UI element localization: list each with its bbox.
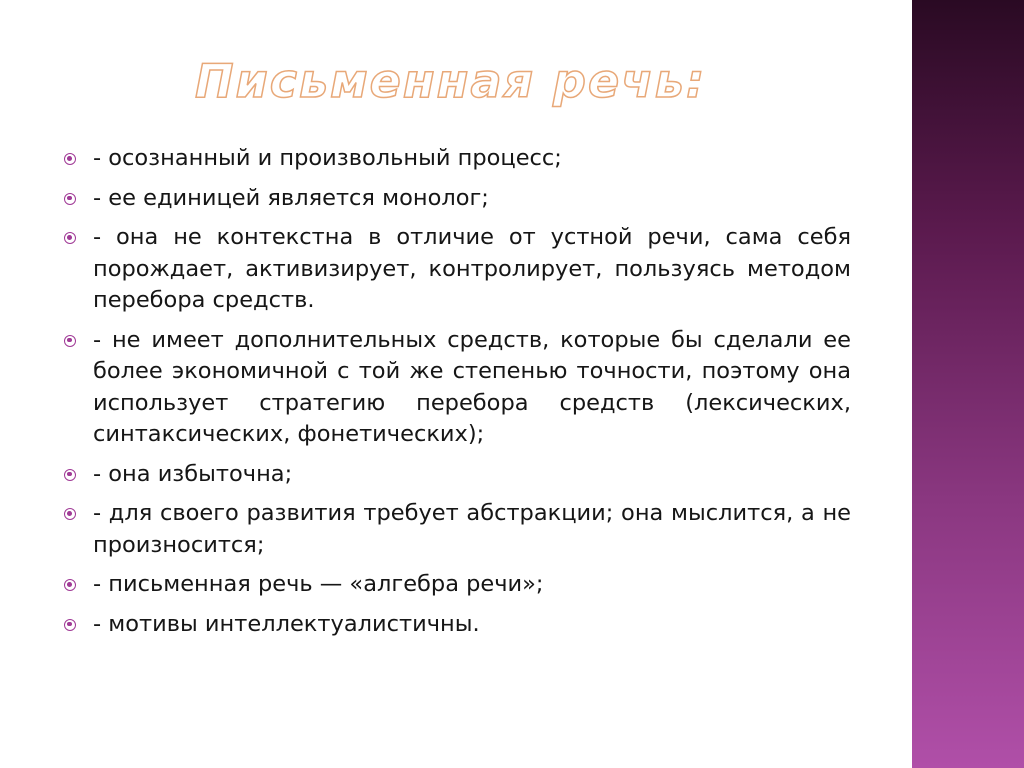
bullet-item xyxy=(64,459,851,491)
bullet-text: - она не контекстна в отличие от устной речи, сама себя порождает, активизирует, контролирует, пользуясь методом перебора средств. xyxy=(93,224,851,313)
circle-bullet-icon xyxy=(64,579,76,591)
bullet-text: - мотивы интеллектуалистичны. xyxy=(93,610,480,637)
bullet-list xyxy=(64,143,851,648)
slide-title: Письменная речь: xyxy=(195,54,707,108)
bullet-item xyxy=(64,609,851,641)
bullet-text: - ее единицей является монолог; xyxy=(93,184,489,211)
bullet-item xyxy=(64,143,851,175)
bullet-text: - она избыточна; xyxy=(93,460,293,487)
bullet-item xyxy=(64,183,851,215)
side-decor-panel xyxy=(912,0,1024,768)
bullet-item xyxy=(64,569,851,601)
circle-bullet-icon xyxy=(64,153,76,165)
circle-bullet-icon xyxy=(64,335,76,347)
circle-bullet-icon xyxy=(64,232,76,244)
bullet-text: - не имеет дополнительных средств, которые бы сделали ее более экономичной с той же степенью точности, поэтому она использует стратегию перебора средств (лексических, синтаксических, фонетических); xyxy=(93,326,851,447)
circle-bullet-icon xyxy=(64,619,76,631)
bullet-item xyxy=(64,498,851,561)
bullet-item xyxy=(64,222,851,317)
bullet-item xyxy=(64,325,851,451)
bullet-text: - письменная речь — «алгебра речи»; xyxy=(93,571,544,597)
circle-bullet-icon xyxy=(64,469,76,481)
circle-bullet-icon xyxy=(64,508,76,520)
bullet-text: - для своего развития требует абстракции; она мыслится, а не произносится; xyxy=(93,500,851,558)
bullet-text: - осознанный и произвольный процесс; xyxy=(93,145,562,171)
circle-bullet-icon xyxy=(64,193,76,205)
